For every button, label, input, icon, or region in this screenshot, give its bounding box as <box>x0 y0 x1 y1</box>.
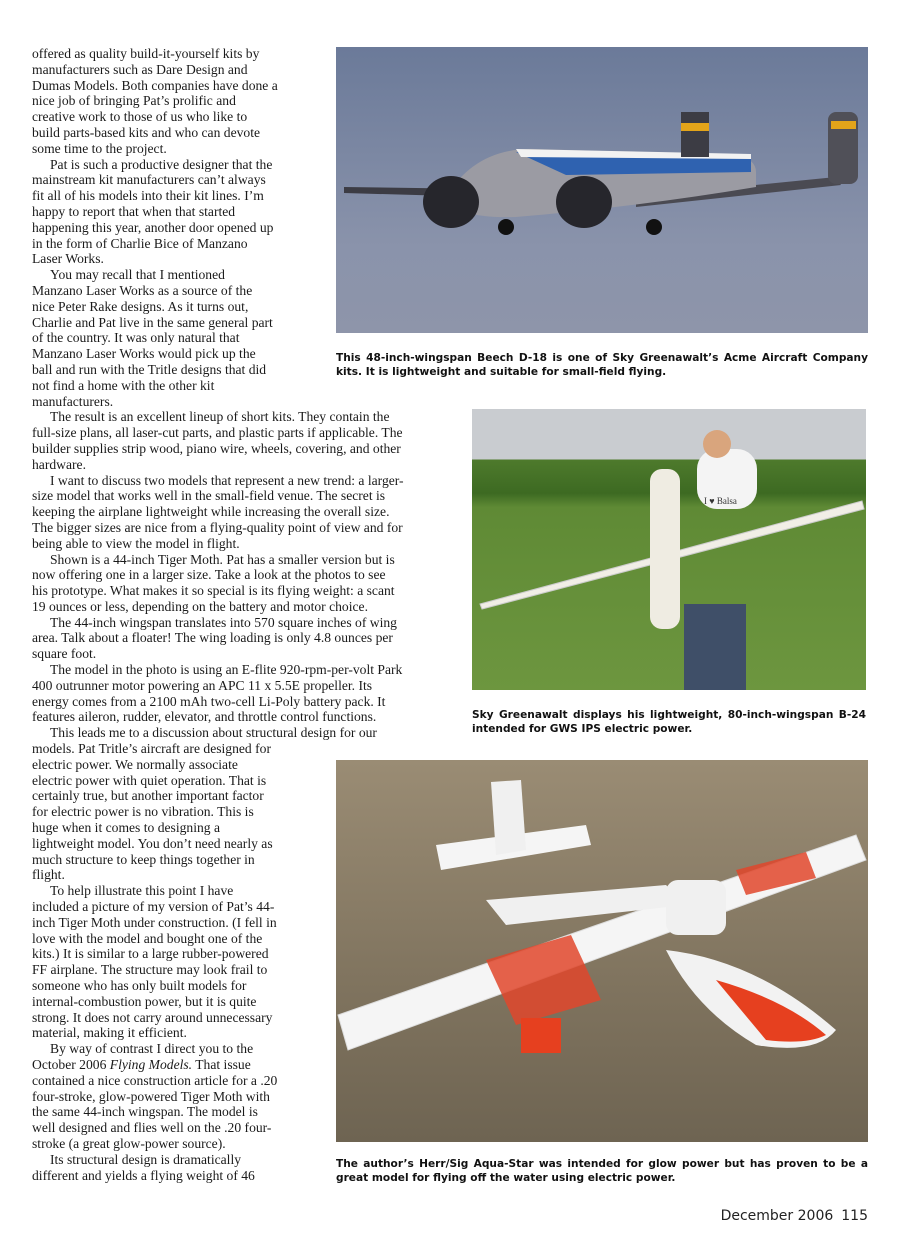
beech-d18-airplane-image <box>336 47 868 333</box>
text-run: someone who has only built models for <box>32 978 247 994</box>
text-run: Dumas Models. Both companies have done a <box>32 77 278 93</box>
text-line <box>32 678 404 694</box>
text-line <box>32 409 404 425</box>
text-run: internal-combustion power, but it is quite <box>32 993 257 1009</box>
text-run: four-stroke, glow-powered Tiger Moth with <box>32 1088 270 1104</box>
text-run: love with the model and bought one of the <box>32 930 263 946</box>
text-run: different and yields a flying weight of 46 <box>32 1167 255 1183</box>
text-run: full-size plans, all laser-cut parts, and plastic parts if applicable. The <box>32 425 403 441</box>
text-line <box>32 394 404 410</box>
page-number: 115 <box>841 1208 868 1224</box>
text-run: now offering one in a larger size. Take a look at the photos to see <box>32 567 386 583</box>
text-run: ball and run with the Tritle designs that did <box>32 361 267 377</box>
text-line <box>32 378 404 394</box>
text-run: fit all of his models into their kit lines. I’m <box>32 188 264 204</box>
text-run: huge when it comes to designing a <box>32 820 221 836</box>
text-line <box>32 441 404 457</box>
shirt-text: I ♥ Balsa <box>704 496 737 506</box>
text-run: inch Tiger Moth under construction. (I fell in <box>32 914 277 930</box>
text-run: 400 outrunner motor powering an APC 11 x 5.5E propeller. Its <box>32 677 373 693</box>
text-run: for electric power is no vibration. This is <box>32 804 254 820</box>
text-run: energy comes from a 2100 mAh two-cell Li-Poly battery pack. It <box>32 693 386 709</box>
photo-beech-d18 <box>336 47 868 333</box>
text-run: material, making it efficient. <box>32 1025 187 1041</box>
text-run: square foot. <box>32 646 97 662</box>
publication-title: Flying Models. <box>109 1057 193 1072</box>
text-run: October 2006 <box>32 1057 110 1072</box>
text-line <box>32 504 404 520</box>
issue-date: December 2006 <box>720 1208 834 1224</box>
text-line <box>32 583 404 599</box>
text-run: strong. It does not carry around unnecessary <box>32 1009 273 1025</box>
text-run: The bigger sizes are nice from a flying-quality point of view and for <box>32 519 403 535</box>
text-run: Its structural design is dramatically <box>50 1151 242 1167</box>
photo-caption: This 48-inch-wingspan Beech D-18 is one of Sky Greenawalt’s Acme Aircraft Company kits. It is lightweight and suitable for small-field flying. <box>336 352 868 378</box>
text-line <box>32 520 404 536</box>
text-run: manufacturers. <box>32 393 114 409</box>
text-run: happening this year, another door opened up <box>32 219 274 235</box>
text-run: electric power with quiet operation. That is <box>32 772 267 788</box>
text-line <box>32 694 404 710</box>
text-run: his prototype. What makes it so special is its flying weight: a scant <box>32 583 395 599</box>
text-run: not find a home with the other kit <box>32 377 215 393</box>
text-run: much structure to keep things together in <box>32 851 255 867</box>
text-run: models. Pat Tritle’s aircraft are designed for <box>32 741 271 757</box>
text-run: area. Talk about a floater! The wing loading is only 4.8 ounces per <box>32 630 393 646</box>
text-line <box>32 646 404 662</box>
text-line <box>32 488 404 504</box>
text-run: 19 ounces or less, depending on the battery and motor choice. <box>32 598 368 614</box>
text-run: nice job of bringing Pat’s prolific and <box>32 93 236 109</box>
text-run: contained a nice construction article for a .20 <box>32 1072 278 1088</box>
text-run: of the country. It was only natural that <box>32 330 240 346</box>
text-run: Laser Works. <box>32 251 104 267</box>
text-run: I want to discuss two models that represent a new trend: a larger- <box>50 472 404 488</box>
text-run: hardware. <box>32 456 86 472</box>
text-run: in the form of Charlie Bice of Manzano <box>32 235 248 251</box>
text-run: some time to the project. <box>32 140 167 156</box>
text-run: stroke (a great glow-power source). <box>32 1135 226 1151</box>
photo-b24-with-builder <box>472 409 866 690</box>
text-line <box>32 599 404 615</box>
text-run: Pat is such a productive designer that the <box>50 156 273 172</box>
text-run: manufacturers such as Dare Design and <box>32 61 248 77</box>
text-run: Shown is a 44-inch Tiger Moth. Pat has a smaller version but is <box>50 551 395 567</box>
text-run: the same 44-inch wingspan. The model is <box>32 1104 258 1120</box>
text-run: flight. <box>32 867 65 883</box>
text-run: keeping the airplane lightweight while increasing the overall size. <box>32 504 390 520</box>
text-run: offered as quality build-it-yourself kits by <box>32 46 260 61</box>
text-run: This leads me to a discussion about structural design for our <box>50 725 377 741</box>
text-run: build parts-based kits and who can devote <box>32 124 261 140</box>
text-run: Manzano Laser Works as a source of the <box>32 282 253 298</box>
text-run: kits.) It is similar to a large rubber-powered <box>32 946 269 962</box>
text-run: FF airplane. The structure may look frail to <box>32 962 268 978</box>
text-line <box>32 536 404 552</box>
text-line <box>32 567 404 583</box>
text-line <box>32 662 404 678</box>
text-run: size model that works well in the small-field venue. The secret is <box>32 488 386 504</box>
text-run: happy to report that when that started <box>32 203 236 219</box>
text-run: You may recall that I mentioned <box>50 267 225 283</box>
text-run: electric power. We normally associate <box>32 756 238 772</box>
b24-model-image <box>472 409 866 690</box>
text-run: The result is an excellent lineup of short kits. They contain the <box>50 409 390 425</box>
photo-caption: Sky Greenawalt displays his lightweight, 80-inch-wingspan B-24 intended for GWS IPS electric power. <box>472 709 866 735</box>
text-line <box>32 741 404 757</box>
text-line <box>32 457 404 473</box>
page-footer <box>713 1208 868 1224</box>
text-line <box>32 473 404 489</box>
text-run: lightweight model. You don’t need nearly as <box>32 835 273 851</box>
text-run: By way of contrast I direct you to the <box>50 1041 254 1057</box>
text-line <box>32 425 404 441</box>
text-run: Charlie and Pat live in the same general part <box>32 314 273 330</box>
text-run: well designed and flies well on the .20 four- <box>32 1120 272 1136</box>
aqua-star-seaplane-image <box>336 760 868 1142</box>
text-run: To help illustrate this point I have <box>50 883 234 899</box>
text-run: Manzano Laser Works would pick up the <box>32 346 256 362</box>
text-line <box>32 615 404 631</box>
text-run: features aileron, rudder, elevator, and throttle control functions. <box>32 709 377 725</box>
text-line <box>32 630 404 646</box>
text-run: included a picture of my version of Pat’s 44- <box>32 899 275 915</box>
text-run: builder supplies strip wood, piano wire, wheels, covering, and other <box>32 440 401 456</box>
text-run: nice Peter Rake designs. As it turns out, <box>32 298 249 314</box>
text-line <box>32 709 404 725</box>
photo-caption: The author’s Herr/Sig Aqua-Star was intended for glow power but has proven to be a great model for flying off the water using electric power. <box>336 1158 868 1184</box>
text-line <box>32 725 404 741</box>
text-run: being able to view the model in flight. <box>32 535 240 551</box>
text-run: The 44-inch wingspan translates into 570 square inches of wing <box>50 614 397 630</box>
text-run: creative work to those of us who like to <box>32 109 248 125</box>
text-line <box>32 552 404 568</box>
text-run: certainly true, but another important factor <box>32 788 264 804</box>
text-run: mainstream kit manufacturers can’t always <box>32 172 266 188</box>
text-run: The model in the photo is using an E-flite 920-rpm-per-volt Park <box>50 662 403 678</box>
photo-aqua-star <box>336 760 868 1142</box>
text-run: That issue <box>192 1057 251 1072</box>
